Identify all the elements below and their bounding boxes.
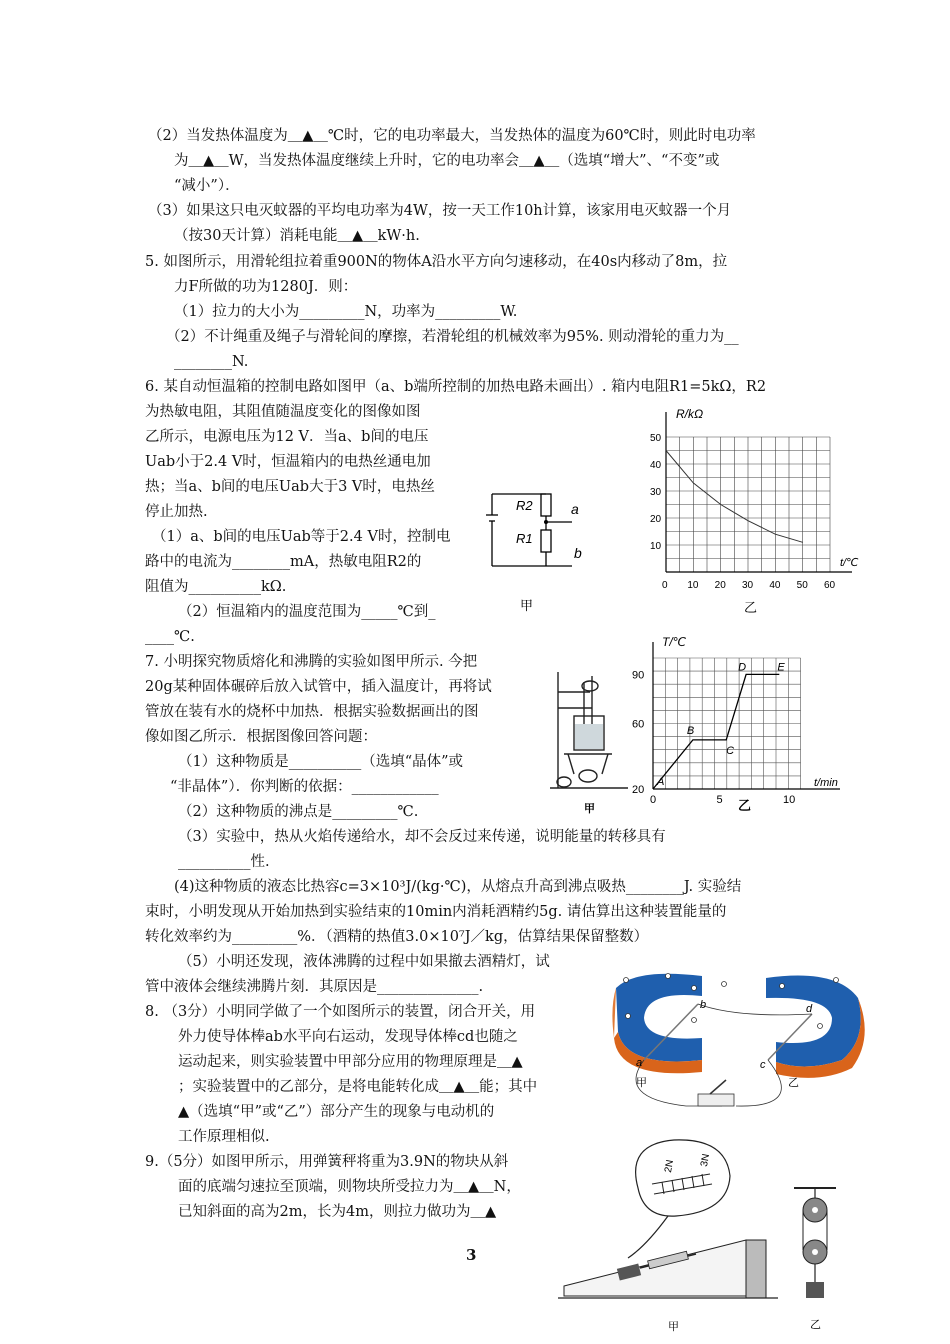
curve-point-label: D [738, 661, 747, 674]
text-line: 乙所示，电源电压为12 V．当a、b间的电压 [145, 429, 429, 445]
fig9-left-caption: 甲 [668, 1321, 679, 1333]
terminal-a-label: a [571, 501, 579, 517]
text-line: 工作原理相似. [178, 1129, 270, 1145]
fig7-temperature-graph [628, 634, 858, 814]
x-tick-label: 50 [796, 580, 808, 591]
y-tick-label: 60 [632, 718, 645, 731]
text-line: 停止加热. [145, 504, 208, 520]
fig6-resistance-graph [640, 404, 870, 620]
text-line: （2）恒温箱内的温度范围为_____℃到_ [178, 604, 436, 620]
text-line: 管中液体会继续沸腾片刻．其原因是______________. [145, 979, 484, 995]
text-line: “减小”）． [174, 178, 240, 194]
curve-point-label: C [726, 744, 735, 757]
temperature-curve [653, 674, 779, 789]
r1-label: R1 [516, 531, 533, 546]
text-line: (4)这种物质的液态比热容c=3×10³J/(kg·℃)，从熔点升高到沸点吸热________J. 实验结 [174, 879, 742, 895]
text-line: “非晶体”）．你判断的依据：____________ [170, 779, 439, 795]
magnet-right [766, 976, 865, 1078]
text-line: （2）这种物质的沸点是_________℃. [178, 804, 419, 820]
fig9-pulley-apparatus [790, 1186, 840, 1336]
text-line: 5. 如图所示，用滑轮组拉着重900N的物体A沿水平方向匀速移动，在40s内移动了8m，拉 [145, 254, 728, 270]
scale-3n: 3N [698, 1152, 713, 1168]
curve-point-label: B [686, 724, 695, 737]
text-line: （1）这种物质是__________（选填“晶体”或 [178, 754, 464, 770]
graph-xlabel: t/min [814, 777, 838, 789]
fig8-right-caption: 乙 [788, 1077, 799, 1089]
fig6-circuit-caption: 甲 [520, 598, 534, 613]
text-line: （3）如果这只电灭蚊器的平均电功率为4W，按一天工作10h计算，该家用电灭蚊器一个月 [148, 203, 732, 219]
text-line: 热；当a、b间的电压Uab大于3 V时，电热丝 [145, 479, 435, 495]
fig8-magnet-apparatus [606, 968, 878, 1116]
x-tick-label: 40 [769, 580, 781, 591]
text-line: ________N. [174, 354, 249, 370]
label-d: d [806, 1003, 813, 1015]
fig7-apparatus [548, 664, 638, 816]
curve-point-label: E [777, 661, 785, 674]
y-tick-label: 40 [650, 460, 662, 471]
scale-2n: 2N [662, 1158, 677, 1174]
fig6-circuit [484, 480, 594, 620]
text-line: 7. 小明探究物质熔化和沸腾的实验如图甲所示. 今把 [145, 654, 478, 670]
fig7-graph-caption: 乙 [738, 798, 752, 813]
text-line: 力F所做的功为1280J．则： [174, 279, 358, 295]
text-line: 外力使导体棒ab水平向右运动，发现导体棒cd也随之 [178, 1029, 518, 1045]
graph-xlabel: t/℃ [840, 557, 859, 569]
text-line: 面的底端匀速拉至顶端，则物块所受拉力为＿▲＿N， [178, 1179, 521, 1195]
text-line: __________性. [178, 854, 270, 870]
terminal-b-label: b [574, 545, 582, 561]
label-b: b [700, 999, 707, 1011]
text-line: 束时，小明发现从开始加热到实验结束的10min内消耗酒精约5g. 请估算出这种装置能量的 [145, 904, 727, 920]
y-tick-label: 30 [650, 487, 662, 498]
text-line: （5）小明还发现，液体沸腾的过程中如果撤去酒精灯，试 [178, 954, 550, 970]
text-line: Uab小于2.4 V时，恒温箱内的电热丝通电加 [145, 454, 431, 470]
text-line: ▲（选填“甲”或“乙”）部分产生的现象与电动机的 [178, 1104, 495, 1120]
x-tick-label: 10 [687, 580, 699, 591]
y-tick-label: 50 [650, 433, 662, 444]
fig8-left-caption: 甲 [636, 1077, 647, 1089]
magnet-left [612, 974, 702, 1074]
y-tick-label: 10 [650, 541, 662, 552]
text-line: 运动起来，则实验装置中甲部分应用的物理原理是＿▲ [178, 1054, 523, 1070]
text-line: （3）实验中，热从火焰传递给水，却不会反过来传递，说明能量的转移具有 [178, 829, 666, 845]
fig6-graph-caption: 乙 [744, 600, 758, 615]
text-line: 8. （3分）小明同学做了一个如图所示的装置，闭合开关，用 [145, 1004, 536, 1020]
text-line: （1）拉力的大小为_________N，功率为_________W. [174, 304, 518, 320]
y-tick-label: 90 [632, 669, 645, 682]
fig9-incline-apparatus [556, 1136, 780, 1336]
text-line: 已知斜面的高为2m，长为4m，则拉力做功为＿▲ [178, 1204, 497, 1220]
graph-ylabel: T/℃ [662, 635, 687, 649]
text-line: （2）不计绳重及绳子与滑轮间的摩擦，若滑轮组的机械效率为95%. 则动滑轮的重力为__ [166, 329, 739, 345]
text-line: （2）当发热体温度为＿▲＿℃时，它的电功率最大，当发热体的温度为60℃时，则此时电功率 [148, 128, 756, 144]
text-line: ；实验装置中的乙部分，是将电能转化成＿▲＿能；其中 [178, 1079, 538, 1095]
text-line: 6. 某自动恒温箱的控制电路如图甲（a、b端所控制的加热电路未画出）. 箱内电阻R1=5kΩ，R2 [145, 379, 767, 395]
x-tick-label: 5 [716, 794, 723, 806]
text-line: 9.（5分）如图甲所示，用弹簧秤将重为3.9N的物块从斜 [145, 1154, 509, 1170]
r2-label: R2 [516, 498, 533, 513]
x-tick-label: 60 [824, 580, 836, 591]
text-line: 管放在装有水的烧杯中加热．根据实验数据画出的图 [145, 704, 479, 720]
x-tick-label: 0 [662, 580, 668, 591]
x-tick-label: 0 [650, 794, 657, 806]
fig7-apparatus-caption: 甲 [584, 803, 595, 815]
x-tick-label: 30 [742, 580, 754, 591]
x-tick-label: 20 [714, 580, 726, 591]
x-tick-label: 10 [783, 794, 796, 806]
text-line: 为＿▲＿W，当发热体温度继续上升时，它的电功率会＿▲＿（选填“增大”、“不变”或 [174, 153, 720, 169]
text-line: ____℃. [145, 629, 195, 645]
fig9-right-caption: 乙 [810, 1319, 821, 1331]
text-line: 阻值为__________kΩ. [145, 579, 287, 595]
text-line: 像如图乙所示．根据图像回答问题： [145, 729, 377, 745]
text-line: 为热敏电阻，其阻值随温度变化的图像如图 [145, 404, 421, 420]
curve-point-label: A [657, 776, 665, 788]
graph-ylabel: R/kΩ [676, 407, 704, 421]
page-number: 3 [466, 1246, 477, 1264]
text-line: 20g某种固体碾碎后放入试管中，插入温度计，再将试 [145, 679, 492, 695]
label-c: c [760, 1059, 766, 1071]
label-a: a [636, 1057, 643, 1069]
text-line: （1）a、b间的电压Uab等于2.4 V时，控制电 [152, 529, 451, 545]
y-tick-label: 20 [650, 514, 662, 525]
text-line: （按30天计算）消耗电能＿▲＿kW·h. [174, 228, 420, 244]
y-tick-label: 20 [632, 784, 645, 796]
text-line: 转化效率约为_________%．（酒精的热值3.0×10⁷J／kg，估算结果保留整数） [145, 929, 649, 945]
text-line: 路中的电流为________mA，热敏电阻R2的 [145, 554, 422, 570]
